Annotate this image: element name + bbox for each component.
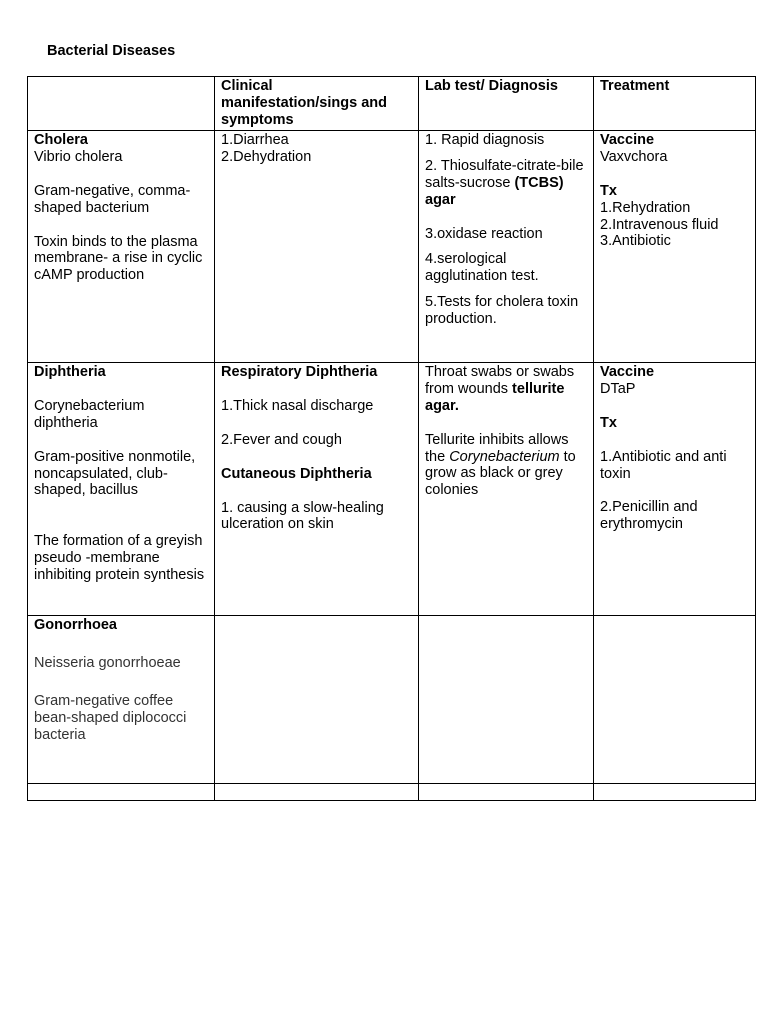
diphtheria-symptoms-cell: [215, 363, 419, 616]
cutaneous-heading: Cutaneous Diphtheria: [221, 465, 372, 482]
gram-description: Gram-negative, comma-shaped bacterium: [34, 182, 191, 216]
symptom-item: 1.Thick nasal discharge: [221, 398, 374, 415]
lab-item: [425, 158, 587, 208]
empty-cell: [419, 616, 594, 784]
symptom-item: 2.Fever and cough: [221, 431, 342, 448]
tx-label: Tx: [600, 182, 617, 199]
header-row: [28, 77, 756, 131]
table-row: [28, 784, 756, 801]
symptom-item: 1. causing a slow-healing ulceration on skin: [221, 499, 384, 533]
vaccine-label: Vaccine: [600, 132, 655, 149]
symptom-item: 1.Diarrhea: [221, 132, 289, 149]
document-title: Bacterial Diseases: [47, 43, 176, 59]
lab-item: 3.oxidase reaction: [425, 225, 543, 242]
cholera-treatment-cell: [594, 131, 756, 363]
treatment-item: 1.Rehydration: [600, 199, 691, 216]
lab-item: 5.Tests for cholera toxin production.: [425, 293, 579, 327]
lab-item-text: 2. Thiosulfate-citrate-bile salts-sucrose: [425, 158, 584, 191]
cholera-description-cell: [28, 131, 215, 363]
header-treatment: Treatment: [594, 77, 756, 131]
empty-cell: [594, 784, 756, 801]
vaccine-label: Vaccine: [600, 364, 655, 381]
empty-cell: [419, 784, 594, 801]
disease-name: Diphtheria: [34, 364, 106, 381]
disease-name: Gonorrhoea: [34, 617, 117, 634]
cholera-lab-cell: [419, 131, 594, 363]
lab-item-text: Tellurite inhibits allows the: [425, 431, 569, 465]
tx-label: Tx: [600, 414, 617, 431]
toxin-description: Toxin binds to the plasma membrane- a rise in cyclic cAMP production: [34, 233, 203, 284]
empty-cell: [215, 616, 419, 784]
organism-name: Corynebacterium diphtheria: [34, 398, 145, 431]
empty-cell: [28, 784, 215, 801]
treatment-item: 2.Penicillin and erythromycin: [600, 499, 698, 533]
disease-name: Cholera: [34, 132, 88, 149]
lab-item: 4.serological agglutination test.: [425, 251, 539, 285]
tellurite-agar-text: tellurite agar.: [425, 381, 565, 414]
cholera-symptoms-cell: [215, 131, 419, 363]
organism-italic-text: Corynebacterium: [449, 448, 560, 465]
vaccine-name: Vaxvchora: [600, 149, 668, 166]
organism-name: Vibrio cholera: [34, 149, 123, 166]
diseases-table: [27, 76, 756, 801]
lab-item: [425, 364, 587, 414]
table-row: [28, 616, 756, 784]
empty-cell: [594, 616, 756, 784]
tcbs-agar-text: (TCBS) agar: [425, 174, 564, 208]
diphtheria-description-cell: [28, 363, 215, 616]
treatment-item: 2.Intravenous fluid: [600, 216, 719, 233]
table-row: [28, 131, 756, 363]
gram-description: Gram-negative coffee bean-shaped diplococci bacteria: [34, 692, 187, 743]
lab-item: 1. Rapid diagnosis: [425, 132, 545, 149]
treatment-item: 1.Antibiotic and anti toxin: [600, 448, 727, 482]
lab-item-text: Throat swabs or swabs from wounds: [425, 364, 575, 398]
gonorrhoea-description-cell: [28, 616, 215, 784]
diphtheria-treatment-cell: [594, 363, 756, 616]
gram-description: Gram-positive nonmotile, noncapsulated, club-shaped, bacillus: [34, 448, 196, 499]
header-cell-empty: [28, 77, 215, 131]
diphtheria-lab-cell: [419, 363, 594, 616]
treatment-item: 3.Antibiotic: [600, 233, 671, 250]
organism-name: Neisseria gonorrhoeae: [34, 655, 181, 672]
lab-item-text: to grow as black or grey colonies: [425, 448, 576, 499]
table-row: [28, 363, 756, 616]
mechanism-description: The formation of a greyish pseudo -membrane inhibiting protein synthesis: [34, 533, 205, 583]
vaccine-name: DTaP: [600, 381, 636, 398]
lab-item: [425, 432, 587, 499]
header-lab: Lab test/ Diagnosis: [419, 77, 594, 131]
respiratory-heading: Respiratory Diphtheria: [221, 364, 378, 381]
empty-cell: [215, 784, 419, 801]
symptom-item: 2.Dehydration: [221, 149, 312, 166]
header-clinical: Clinical manifestation/sings and symptoms: [215, 77, 419, 131]
